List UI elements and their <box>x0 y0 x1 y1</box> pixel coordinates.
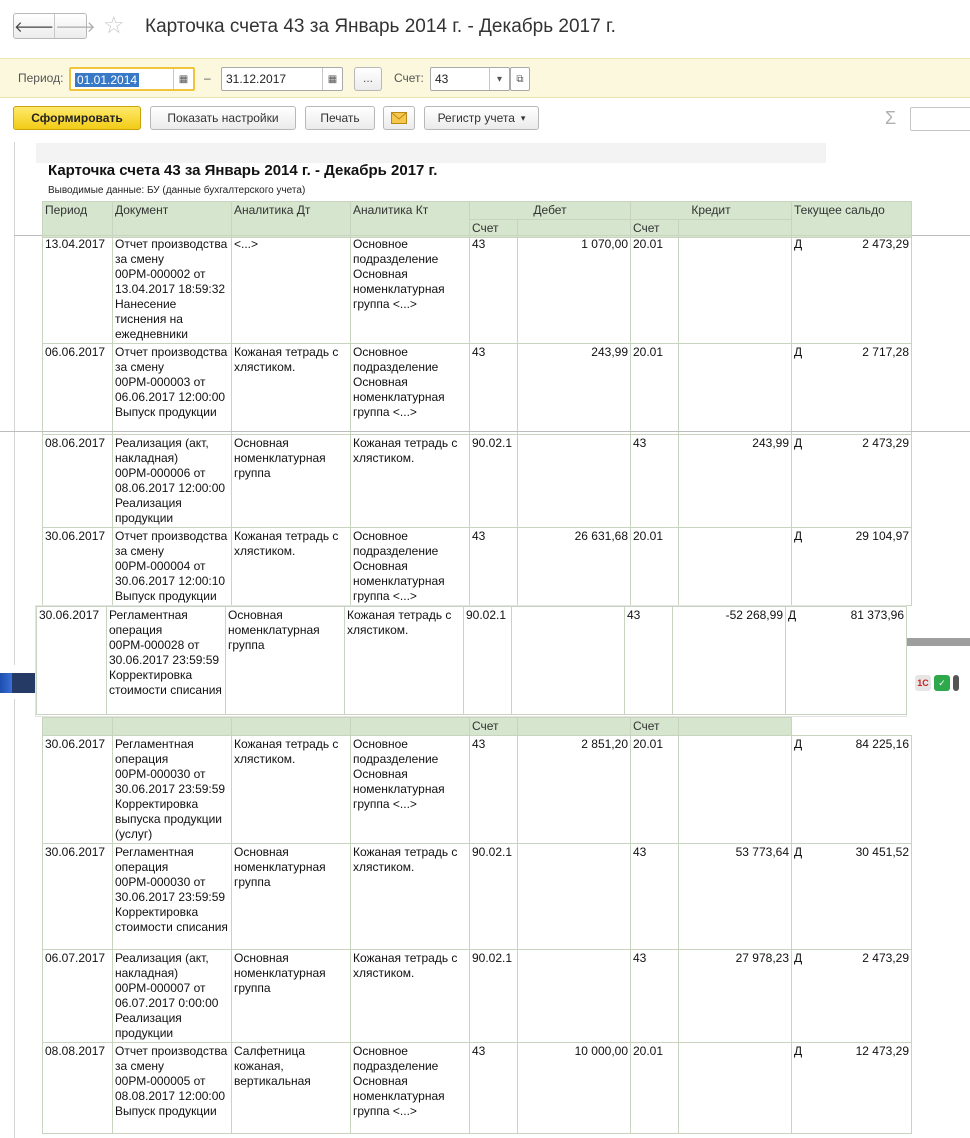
col-credit-account-repeat: Счет <box>631 718 679 736</box>
col-analytics-dt: Аналитика Дт <box>232 202 351 238</box>
period-select-button[interactable]: ... <box>354 67 382 91</box>
col-analytics-kt-repeat <box>351 718 470 736</box>
cell-analytics-kt[interactable]: Основное подразделение Основная номенклатурная группа <...> <box>351 736 470 844</box>
cell-debit-account[interactable]: 43 <box>470 344 518 435</box>
cell-debit-account[interactable]: 90.02.1 <box>470 435 518 528</box>
sigma-icon: Σ <box>885 108 897 128</box>
table-row[interactable] <box>43 736 912 844</box>
open-link-icon: ⧉ <box>516 73 524 85</box>
balance-side: Д <box>794 436 803 450</box>
cell-period[interactable]: 30.06.2017 <box>43 528 113 606</box>
register-label: Регистр учета <box>437 111 515 125</box>
cell-balance[interactable] <box>792 528 912 606</box>
balance-value: 30 451,52 <box>855 845 909 859</box>
table-row[interactable] <box>43 435 912 528</box>
date-from-value: 01.01.2014 <box>77 73 138 87</box>
show-settings-button[interactable]: Показать настройки <box>150 106 296 130</box>
balance-value: 2 473,29 <box>862 951 909 965</box>
account-select[interactable] <box>430 67 510 91</box>
cell-balance[interactable] <box>792 435 912 528</box>
overlay-row-table <box>36 606 907 715</box>
col-period-repeat <box>43 718 113 736</box>
table-row[interactable] <box>43 236 912 344</box>
cell-analytics-dt[interactable]: Основная номенклатурная группа <box>232 950 351 1043</box>
cell-debit-sum[interactable] <box>512 607 625 715</box>
period-label: Период: <box>18 71 64 85</box>
cell-balance[interactable] <box>792 344 912 435</box>
cell-credit-sum[interactable]: -52 268,99 <box>673 607 786 715</box>
report-header-table <box>42 201 912 238</box>
cell-document[interactable]: Регламентная операция 00РМ-000028 от 30.06.2017 23:59:59 Корректировка стоимости списания <box>107 607 226 715</box>
open-account-button[interactable] <box>510 67 530 91</box>
col-document: Документ <box>113 202 232 238</box>
cell-debit-sum[interactable] <box>518 950 631 1043</box>
date-to-value: 31.12.2017 <box>226 72 287 86</box>
cell-document[interactable]: Регламентная операция 00РМ-000030 от 30.06.2017 23:59:59 Корректировка выпуска продукции (услуг) <box>113 736 232 844</box>
balance-value: 84 225,16 <box>855 737 909 751</box>
balance-value: 2 473,29 <box>862 436 909 450</box>
cell-debit-account[interactable]: 43 <box>470 528 518 606</box>
back-button[interactable] <box>14 14 54 38</box>
balance-side: Д <box>794 951 803 965</box>
cell-debit-account[interactable]: 43 <box>470 736 518 844</box>
balance-value: 29 104,97 <box>855 529 909 543</box>
balance-value: 81 373,96 <box>850 608 904 622</box>
col-period: Период <box>43 202 113 238</box>
chevron-down-icon: ▾ <box>520 112 526 123</box>
cell-document[interactable]: Отчет производства за смену 00РМ-000002 от 13.04.2017 18:59:32 Нанесение тиснения на ежедневники <box>113 236 232 344</box>
cell-analytics-dt[interactable]: Кожаная тетрадь с хлястиком. <box>232 344 351 435</box>
report-top-strip <box>36 143 826 163</box>
date-dash: – <box>204 71 211 85</box>
cell-credit-sum[interactable]: 27 978,23 <box>679 950 792 1043</box>
col-analytics-dt-repeat <box>232 718 351 736</box>
cell-credit-sum[interactable] <box>679 344 792 435</box>
cell-credit-account[interactable]: 43 <box>631 844 679 950</box>
cell-debit-sum[interactable] <box>518 435 631 528</box>
cell-credit-sum[interactable] <box>679 1043 792 1134</box>
cell-debit-account[interactable]: 43 <box>470 1043 518 1134</box>
cell-analytics-dt[interactable]: Основная номенклатурная группа <box>232 844 351 950</box>
col-debit-account-repeat: Счет <box>470 718 518 736</box>
cell-credit-sum[interactable]: 53 773,64 <box>679 844 792 950</box>
cell-debit-sum[interactable]: 243,99 <box>518 344 631 435</box>
col-debit-sum-repeat <box>518 718 631 736</box>
cell-credit-sum[interactable] <box>679 528 792 606</box>
cell-period[interactable]: 08.08.2017 <box>43 1043 113 1134</box>
command-bar <box>0 98 970 142</box>
balance-side: Д <box>794 1044 803 1058</box>
cell-credit-account[interactable]: 20.01 <box>631 1043 679 1134</box>
cell-debit-sum[interactable]: 10 000,00 <box>518 1043 631 1134</box>
cell-analytics-dt[interactable]: Основная номенклатурная группа <box>226 607 345 715</box>
table-row[interactable] <box>43 844 912 950</box>
cell-analytics-dt[interactable]: Кожаная тетрадь с хлястиком. <box>232 736 351 844</box>
cell-balance[interactable] <box>792 736 912 844</box>
cell-analytics-dt[interactable]: Основная номенклатурная группа <box>232 435 351 528</box>
cell-debit-sum[interactable]: 2 851,20 <box>518 736 631 844</box>
cell-credit-account[interactable]: 20.01 <box>631 344 679 435</box>
tray-icon[interactable] <box>953 675 959 691</box>
report-table-top <box>42 235 912 606</box>
parameters-bar <box>0 58 970 98</box>
cell-analytics-dt[interactable]: <...> <box>232 236 351 344</box>
page-title: Карточка счета 43 за Январь 2014 г. - Декабрь 2017 г. <box>145 16 616 37</box>
cell-document[interactable]: Регламентная операция 00РМ-000030 от 30.06.2017 23:59:59 Корректировка стоимости списания <box>113 844 232 950</box>
col-debit-account: Счет <box>470 220 518 238</box>
table-row[interactable] <box>43 950 912 1043</box>
cell-credit-account[interactable]: 43 <box>631 435 679 528</box>
arrow-left-icon: 🡐 <box>14 18 55 36</box>
print-button[interactable]: Печать <box>305 106 375 130</box>
overlay-row-panel <box>36 606 906 716</box>
cell-credit-sum[interactable]: 243,99 <box>679 435 792 528</box>
cell-document[interactable]: Отчет производства за смену 00РМ-000003 от 06.06.2017 12:00:00 Выпуск продукции <box>113 344 232 435</box>
balance-side: Д <box>794 845 803 859</box>
check-icon[interactable]: ✓ <box>934 675 950 691</box>
col-document-repeat <box>113 718 232 736</box>
forward-button[interactable] <box>54 14 95 38</box>
cell-analytics-kt[interactable]: Основное подразделение Основная номенклатурная группа <...> <box>351 236 470 344</box>
table-row[interactable] <box>43 344 912 435</box>
register-menu-button[interactable] <box>424 106 539 130</box>
date-from-field[interactable] <box>69 67 195 91</box>
taskbar-icon <box>0 673 12 693</box>
account-label: Счет: <box>394 71 424 85</box>
cell-period[interactable]: 06.06.2017 <box>43 344 113 435</box>
cell-debit-account[interactable]: 90.02.1 <box>470 950 518 1043</box>
cell-credit-sum[interactable] <box>679 236 792 344</box>
cell-period[interactable]: 30.06.2017 <box>43 844 113 950</box>
frame-line <box>0 431 970 432</box>
1c-tray-icon[interactable]: 1C <box>915 675 931 691</box>
col-analytics-kt: Аналитика Кт <box>351 202 470 238</box>
envelope-icon <box>391 112 407 124</box>
balance-side: Д <box>794 529 803 543</box>
cell-debit-account[interactable]: 43 <box>470 236 518 344</box>
cell-debit-sum[interactable]: 26 631,68 <box>518 528 631 606</box>
cell-balance[interactable] <box>786 607 907 715</box>
cell-period[interactable]: 06.07.2017 <box>43 950 113 1043</box>
cell-document[interactable]: Реализация (акт, накладная) 00РМ-000007 от 06.07.2017 0:00:00 Реализация продукции <box>113 950 232 1043</box>
col-balance-repeat <box>792 718 912 736</box>
cell-analytics-dt[interactable]: Салфетница кожаная, вертикальная <box>232 1043 351 1134</box>
balance-value: 2 717,28 <box>862 345 909 359</box>
col-credit-sum-repeat <box>679 718 792 736</box>
cell-analytics-kt[interactable]: Основное подразделение Основная номенклатурная группа <...> <box>351 344 470 435</box>
report-table-bottom <box>42 735 912 1134</box>
cell-debit-sum[interactable]: 1 070,00 <box>518 236 631 344</box>
cell-period[interactable]: 08.06.2017 <box>43 435 113 528</box>
balance-value: 2 473,29 <box>862 237 909 251</box>
col-balance: Текущее сальдо <box>792 202 912 238</box>
balance-value: 12 473,29 <box>855 1044 909 1058</box>
cell-analytics-dt[interactable]: Кожаная тетрадь с хлястиком. <box>232 528 351 606</box>
balance-side: Д <box>794 737 803 751</box>
table-row[interactable] <box>37 607 907 715</box>
cell-credit-sum[interactable] <box>679 736 792 844</box>
cell-analytics-kt[interactable]: Основное подразделение Основная номенклатурная группа <...> <box>351 1043 470 1134</box>
col-debit: Дебет <box>470 202 631 220</box>
cell-analytics-kt[interactable]: Кожаная тетрадь с хлястиком. <box>351 435 470 528</box>
cell-debit-sum[interactable] <box>518 844 631 950</box>
taskbar-icon <box>12 673 36 693</box>
arrow-right-icon: 🡒 <box>55 18 96 36</box>
sum-field <box>910 107 970 131</box>
cell-analytics-kt[interactable]: Кожаная тетрадь с хлястиком. <box>345 607 464 715</box>
cell-document[interactable]: Отчет производства за смену 00РМ-000005 от 08.08.2017 12:00:00 Выпуск продукции <box>113 1043 232 1134</box>
table-row[interactable] <box>43 528 912 606</box>
horizontal-scrollbar[interactable] <box>906 638 970 646</box>
cell-period[interactable]: 30.06.2017 <box>43 736 113 844</box>
cell-debit-account[interactable]: 90.02.1 <box>470 844 518 950</box>
favorite-star-icon[interactable]: ☆ <box>103 12 125 39</box>
balance-side: Д <box>794 237 803 251</box>
cell-period[interactable]: 30.06.2017 <box>37 607 107 715</box>
cell-document[interactable]: Отчет производства за смену 00РМ-000004 от 30.06.2017 12:00:10 Выпуск продукции <box>113 528 232 606</box>
cell-credit-account[interactable]: 43 <box>625 607 673 715</box>
col-credit-account: Счет <box>631 220 679 238</box>
cell-debit-account[interactable]: 90.02.1 <box>464 607 512 715</box>
cell-document[interactable]: Реализация (акт, накладная) 00РМ-000006 от 08.06.2017 12:00:00 Реализация продукции <box>113 435 232 528</box>
table-row[interactable] <box>43 1043 912 1134</box>
report-subtitle: Выводимые данные: БУ (данные бухгалтерского учета) <box>48 185 306 196</box>
calendar-icon[interactable]: ▦ <box>173 69 193 89</box>
cell-balance[interactable] <box>792 1043 912 1134</box>
cell-credit-account[interactable]: 43 <box>631 950 679 1043</box>
tray-icons <box>915 675 959 691</box>
chevron-down-icon[interactable]: ▾ <box>489 68 509 90</box>
navigation-buttons <box>13 13 96 39</box>
col-credit: Кредит <box>631 202 792 220</box>
calendar-icon[interactable]: ▦ <box>322 68 342 90</box>
cell-balance[interactable] <box>792 844 912 950</box>
send-email-button[interactable] <box>383 106 415 130</box>
window-header <box>0 0 970 58</box>
balance-side: Д <box>794 345 803 359</box>
date-to-field[interactable] <box>221 67 343 91</box>
cell-analytics-kt[interactable]: Кожаная тетрадь с хлястиком. <box>351 950 470 1043</box>
generate-button[interactable]: Сформировать <box>13 106 141 130</box>
cell-credit-account[interactable]: 20.01 <box>631 528 679 606</box>
balance-side: Д <box>788 608 797 622</box>
report-header-repeat <box>42 717 912 736</box>
cell-period[interactable]: 13.04.2017 <box>43 236 113 344</box>
report-title: Карточка счета 43 за Январь 2014 г. - Декабрь 2017 г. <box>48 162 438 179</box>
cell-balance[interactable] <box>792 236 912 344</box>
cell-credit-account[interactable]: 20.01 <box>631 736 679 844</box>
cell-analytics-kt[interactable]: Кожаная тетрадь с хлястиком. <box>351 844 470 950</box>
account-value: 43 <box>435 72 449 86</box>
cell-balance[interactable] <box>792 950 912 1043</box>
cell-analytics-kt[interactable]: Основное подразделение Основная номенклатурная группа <...> <box>351 528 470 606</box>
cell-credit-account[interactable]: 20.01 <box>631 236 679 344</box>
